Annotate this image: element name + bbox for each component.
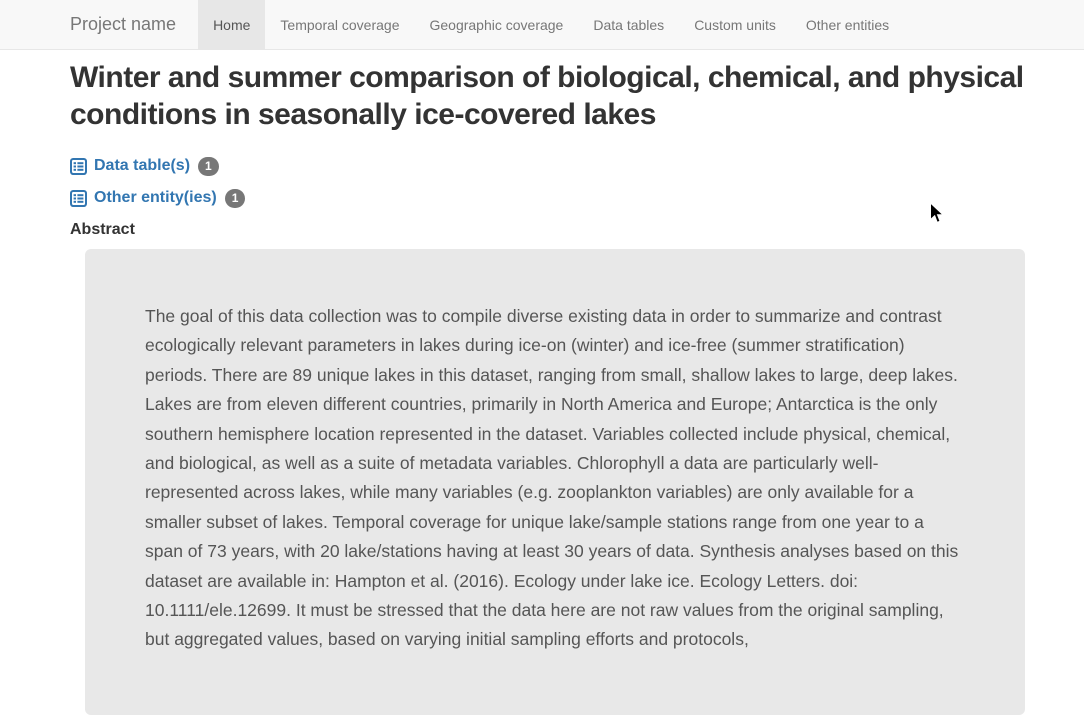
top-navbar <box>0 0 1084 50</box>
nav-item-temporal-coverage[interactable]: Temporal coverage <box>280 16 400 33</box>
nav-item-home[interactable]: Home <box>198 0 265 49</box>
other-entities-link-label: Other entity(ies) <box>94 189 217 206</box>
navbar-brand[interactable]: Project name <box>70 14 177 34</box>
list-alt-icon <box>70 158 87 175</box>
nav-item-custom-units[interactable]: Custom units <box>694 16 776 33</box>
page-title: Winter and summer comparison of biological, chemical, and physical conditions in seasonally ice-covered lakes <box>70 61 1024 131</box>
abstract-box <box>85 249 1025 715</box>
nav-item-data-tables[interactable]: Data tables <box>593 16 665 33</box>
other-entities-link[interactable] <box>70 187 245 209</box>
main-content <box>0 59 1084 715</box>
data-tables-link-label: Data table(s) <box>94 157 191 174</box>
list-alt-icon <box>70 190 87 207</box>
data-tables-count-badge: 1 <box>198 157 219 176</box>
other-entities-count-badge: 1 <box>225 189 246 208</box>
abstract-text: The goal of this data collection was to compile diverse existing data in order to summarize and contrast ecologically relevant parameters in lakes during ice-on (winter) and ice-free (summer stratification) periods. There are 89 unique lakes in this dataset, ranging from small, shallow lakes to large, deep lakes. Lakes are from eleven different countries, primarily in North America and Europe; Antarctica is the only southern hemisphere location represented in the dataset. Variables collected include physical, chemical, and biological, as well as a suite of metadata variables. Chlorophyll a data are particularly well-represented across lakes, while many variables (e.g. zooplankton variables) are only available for a smaller subset of lakes. Temporal coverage for unique lake/sample stations range from one year to a span of 73 years, with 20 lake/stations having at least 30 years of data. Synthesis analyses based on this dataset are available in: Hampton et al. (2016). Ecology under lake ice. Ecology Letters. doi: 10.1111/ele.12699. It must be stressed that the data here are not raw values from the original sampling, but aggregated values, based on varying initial sampling efforts and protocols, <box>145 306 959 650</box>
abstract-heading: Abstract <box>70 221 135 238</box>
data-tables-link[interactable] <box>70 155 219 177</box>
nav-item-other-entities[interactable]: Other entities <box>805 16 890 33</box>
nav-item-geographic-coverage[interactable]: Geographic coverage <box>429 16 564 33</box>
